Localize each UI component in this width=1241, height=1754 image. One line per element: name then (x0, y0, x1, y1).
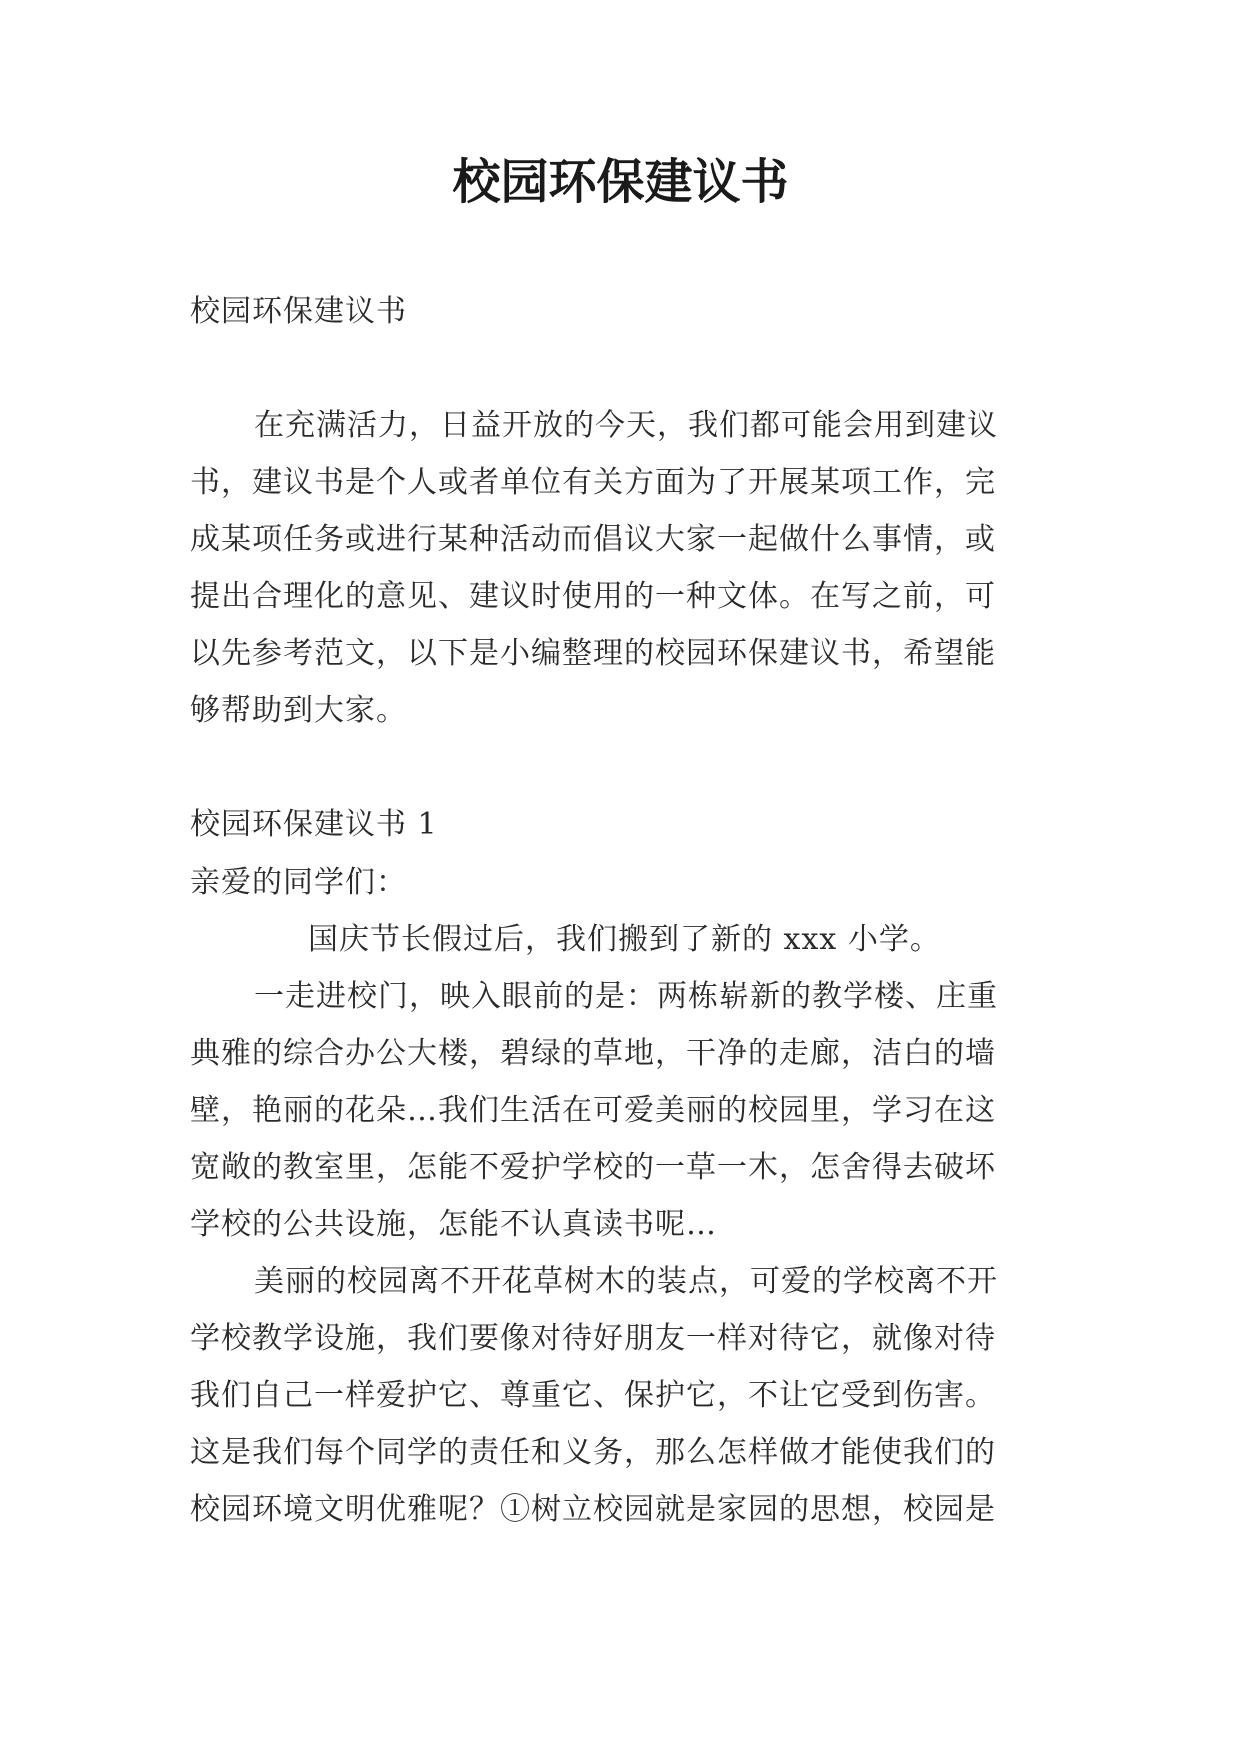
body-line: 我们自己一样爱护它、尊重它、保护它，不让它受到伤害。 (190, 1378, 996, 1413)
body-line: 这是我们每个同学的责任和义务，那么怎样做才能使我们的 (190, 1435, 996, 1470)
body-line: 一走进校门，映入眼前的是：两栋崭新的教学楼、庄重 (254, 979, 998, 1014)
body-line: 校园环境文明优雅呢？①树立校园就是家园的思想，校园是 (190, 1492, 996, 1527)
intro-line: 在充满活力，日益开放的今天，我们都可能会用到建议 (254, 408, 998, 443)
intro-line: 书，建议书是个人或者单位有关方面为了开展某项工作，完 (190, 465, 996, 500)
body-line: 学校的公共设施，怎能不认真读书呢… (190, 1207, 717, 1242)
intro-line: 提出合理化的意见、建议时使用的一种文体。在写之前，可 (190, 579, 996, 614)
document-title: 校园环保建议书 (452, 154, 789, 210)
document-subtitle: 校园环保建议书 (190, 294, 407, 329)
intro-line: 成某项任务或进行某种活动而倡议大家一起做什么事情，或 (190, 522, 996, 557)
intro-line: 够帮助到大家。 (190, 693, 407, 728)
body-line: 国庆节长假过后，我们搬到了新的 xxx 小学。 (308, 922, 941, 957)
body-line: 典雅的综合办公大楼，碧绿的草地，干净的走廊，洁白的墙 (190, 1036, 996, 1071)
salutation: 亲爱的同学们： (190, 865, 407, 900)
body-line: 美丽的校园离不开花草树木的装点，可爱的学校离不开 (254, 1264, 998, 1299)
section-heading: 校园环保建议书 1 (190, 807, 438, 842)
body-line: 壁，艳丽的花朵…我们生活在可爱美丽的校园里，学习在这 (190, 1093, 996, 1128)
intro-line: 以先参考范文，以下是小编整理的校园环保建议书，希望能 (190, 636, 996, 671)
body-line: 学校教学设施，我们要像对待好朋友一样对待它，就像对待 (190, 1321, 996, 1356)
body-line: 宽敞的教室里，怎能不爱护学校的一草一木，怎舍得去破坏 (190, 1150, 996, 1185)
